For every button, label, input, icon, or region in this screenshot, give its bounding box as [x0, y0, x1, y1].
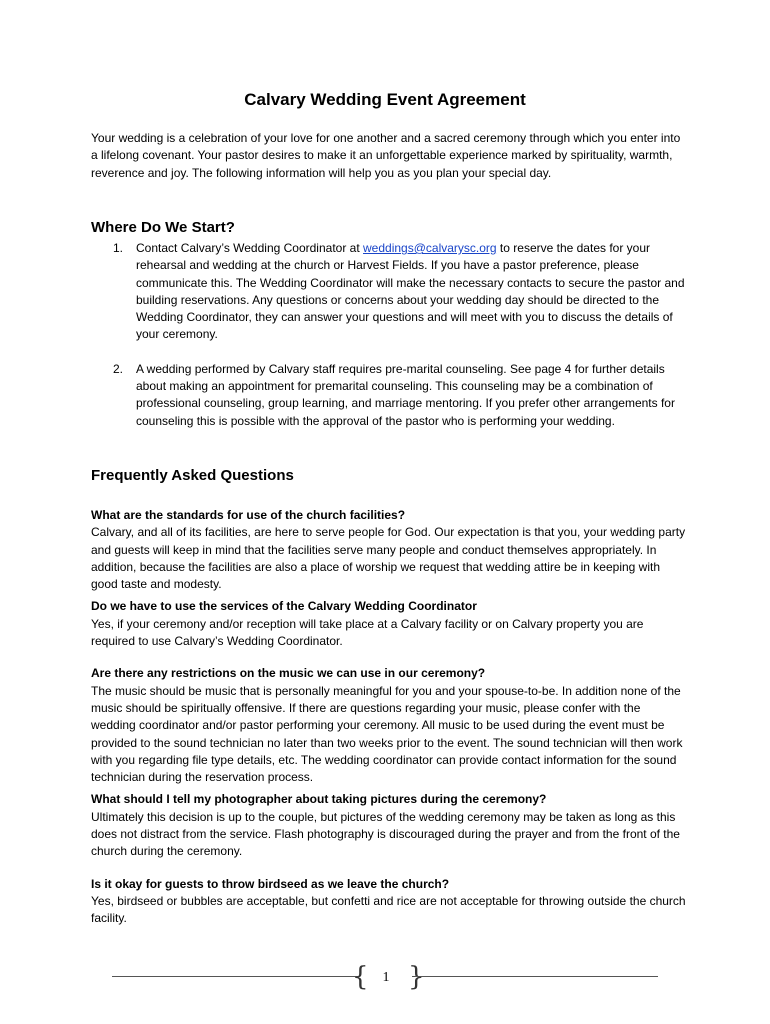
list-text-pre: Contact Calvary’s Wedding Coordinator at	[136, 241, 364, 255]
list-number: 2.	[113, 361, 124, 376]
page-number: 1	[382, 970, 390, 985]
faq-answer: Yes, if your ceremony and/or reception will take place at a Calvary facility or on Calvary property you are required to use Calvary’s Wedding Coordinator.	[91, 616, 644, 649]
faq-answer: The music should be music that is personally meaningful for you and your spouse-to-be. In addition none of the music should be spiritually offensive. If there are questions regarding your music, please confer with the wedding coordinator and/or pastor performing your ceremony. All music to be used during the event must be provided to the sound technician no later than two weeks prior to the event. The sound technician will then work with you regarding file type details, etc. The wedding coordinator can provide contact information for the sound technician during the reservation process.	[91, 683, 683, 785]
faq-list	[91, 507, 687, 928]
intro-paragraph: Your wedding is a celebration of your love for one another and a sacred ceremony through which you enter into a lifelong covenant. Your pastor desires to make it an unforgettable experience marked by spirituality, warmth, reverence and joy. The following information will help you as you plan your special day.	[91, 131, 681, 180]
where-heading: Where Do We Start?	[91, 219, 235, 236]
faq-question: Do we have to use the services of the Calvary Wedding Coordinator	[91, 599, 477, 614]
faq-question: Are there any restrictions on the music we can use in our ceremony?	[91, 666, 486, 681]
list-text-post: to reserve the dates for your rehearsal and wedding at the church or Harvest Fields. If you have a pastor preference, please communicate this. The Wedding Coordinator will make the necessary contacts to secure the pastor and building reservations. Any questions or concerns about your wedding day should be directed to the Wedding Coordinator, they can answer your questions and will meet with you to discuss the details of your ceremony.	[136, 241, 685, 342]
faq-answer: Ultimately this decision is up to the couple, but pictures of the wedding ceremony may be taken as long as this does not distract from the service. Flash photography is discouraged during the prayer and from the front of the church during the ceremony.	[91, 809, 680, 859]
footer-rule-right	[412, 976, 658, 977]
faq-answer: Calvary, and all of its facilities, are here to serve people for God. Our expectation is that you, your wedding party and guests will keep in mind that the facilities serve many people and conduct themselves appropriately. In addition, because the facilities are also a place of worship we request that wedding attire be in keeping with good taste and modesty.	[91, 525, 686, 592]
document-title: Calvary Wedding Event Agreement	[244, 90, 526, 109]
faq-answer: Yes, birdseed or bubbles are acceptable, but confetti and rice are not acceptable for throwing outside the church facility.	[91, 893, 686, 926]
footer-rule-left	[112, 976, 358, 977]
list-item	[91, 240, 687, 344]
where-list	[91, 240, 687, 430]
faq-question: What should I tell my photographer about taking pictures during the ceremony?	[91, 792, 547, 807]
right-brace-icon: }	[408, 962, 425, 992]
page-footer	[112, 964, 658, 992]
faq-heading: Frequently Asked Questions	[91, 467, 294, 484]
faq-question: What are the standards for use of the church facilities?	[91, 508, 406, 522]
left-brace-icon: {	[352, 962, 369, 992]
list-text: A wedding performed by Calvary staff requires pre-marital counseling. See page 4 for further details about making an appointment for premarital counseling. This counseling may be a combination of professional counseling, group learning, and marriage mentoring. If you prefer other arrangements for counseling this is possible with the approval of the pastor who is performing your wedding.	[136, 361, 675, 428]
list-item	[91, 361, 687, 430]
faq-question: Is it okay for guests to throw birdseed as we leave the church?	[91, 876, 450, 891]
email-link[interactable]: weddings@calvarysc.org	[363, 241, 497, 255]
list-number: 1.	[113, 241, 124, 255]
